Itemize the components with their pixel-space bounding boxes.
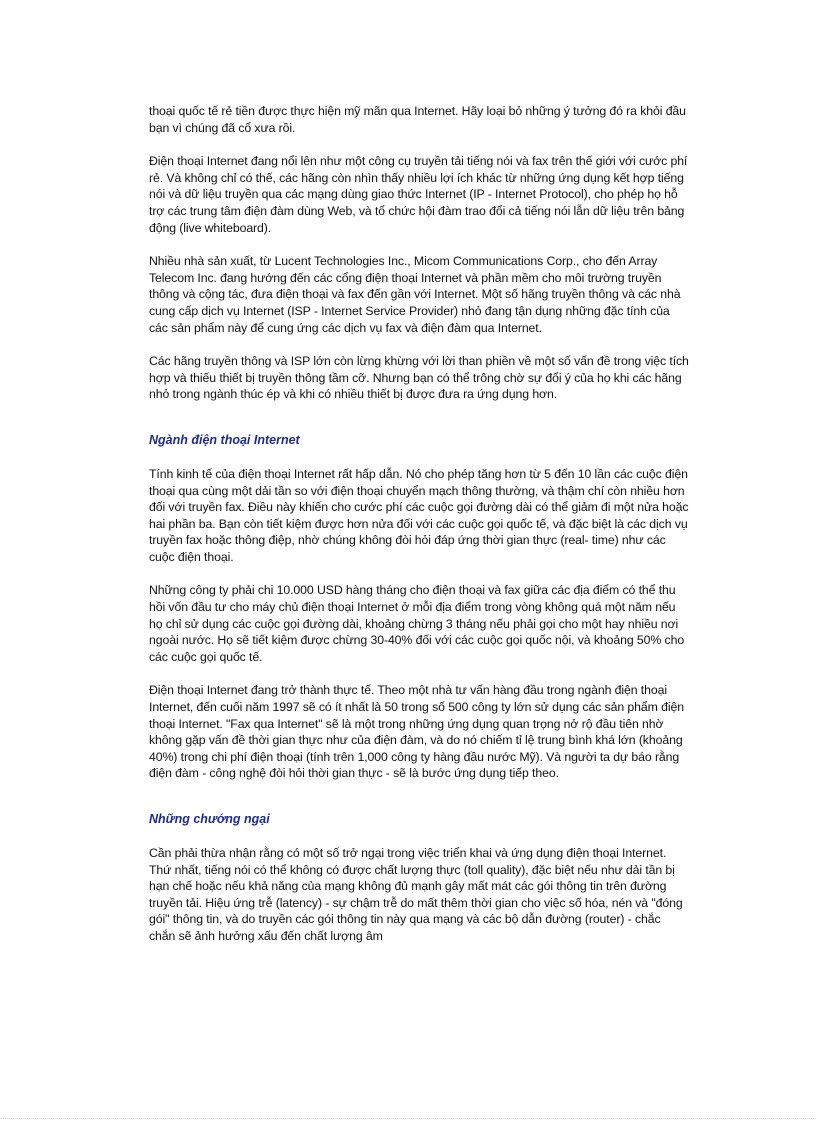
document-body <box>149 103 689 962</box>
paragraph: Tính kinh tế của điện thoại Internet rất hấp dẫn. Nó cho phép tăng hơn từ 5 đến 10 lần các cuộc điện thoại qua cùng một dải tần so với điện thoại chuyển mạch thông thường, và thậm chí còn nhiều hơn đối với truyền fax. Điều này khiến cho cước phí các cuộc gọi đường dài có thể giảm đi một nửa hoặc hai phần ba. Bạn còn tiết kiệm được hơn nửa đối với các cuộc gọi quốc tế, và đặc biệt là các dịch vụ truyền fax hoặc thông điệp, nhờ chúng không đòi hỏi đáp ứng thời gian thực (real- time) như các cuộc điện thoại. <box>149 466 689 564</box>
page-bottom-divider <box>0 1118 816 1119</box>
paragraph: Cần phải thừa nhận rằng có một số trở ngại trong việc triển khai và ứng dụng điện thoại Internet. Thứ nhất, tiếng nói có thể không có được chất lượng thực (toll quality), đặc biệt nếu như dải tần bị hạn chế hoặc nếu khả năng của mạng không đủ mạnh gây mất mát các gói thông tin trên đường truyền tải. Hiệu ứng trễ (latency) - sự chậm trễ do mất thêm thời gian cho việc số hóa, nén và "đóng gói" thông tin, và do truyền các gói thông tin này qua mạng và các bộ dẫn đường (router) - chắc chắn sẽ ảnh hưởng xấu đến chất lượng âm <box>149 846 683 943</box>
section-heading-obstacles: Những chướng ngại <box>149 812 270 826</box>
paragraph: thoại quốc tế rẻ tiền được thực hiện mỹ mãn qua Internet. Hãy loại bỏ những ý tưởng đó ra khỏi đầu bạn vì chúng đã cổ xưa rồi. <box>149 104 686 135</box>
paragraph: Điện thoại Internet đang nổi lên như một công cụ truyền tải tiếng nói và fax trên thế giới với cước phí rẻ. Và không chỉ có thế, các hãng còn nhìn thấy nhiều lợi ích khác từ những ứng dụng kết hợp tiếng nói và dữ liệu truyền qua các mạng dùng giao thức Internet (IP - Internet Protocol), cho phép họ hỗ trợ các trung tâm điện đàm dùng Web, và tổ chức hội đàm trao đổi cả tiếng nói lẫn dữ liệu trên bảng động (live whiteboard). <box>149 154 688 235</box>
paragraph: Điện thoại Internet đang trở thành thực tế. Theo một nhà tư vấn hàng đầu trong ngành điện thoại Internet, đến cuối năm 1997 sẽ có ít nhất là 50 trong số 500 công ty lớn sử dụng các sản phẩm điện thoại Internet. "Fax qua Internet" sẽ là một trong những ứng dụng quan trọng nở rộ đầu tiên nhờ không gặp vấn đề thời gian thực như của điện đàm, và do nó chiếm tỉ lệ trung bình khá lớn (khoảng 40%) trong chi phí điện thoại (tính trên 1,000 công ty hàng đầu nước Mỹ). Và người ta dự báo rằng điện đàm - công nghệ đòi hỏi thời gian thực - sẽ là bước ứng dụng tiếp theo. <box>149 683 684 781</box>
paragraph: Những công ty phải chi 10.000 USD hàng tháng cho điện thoại và fax giữa các địa điểm có thể thu hồi vốn đầu tư cho máy chủ điện thoại Internet ở mỗi địa điểm trong vòng không quá một năm nếu họ chỉ sử dụng các cuộc gọi đường dài, khoảng chừng 3 tháng nếu phải gọi cho một hay nhiều nơi ngoài nước. Họ sẽ tiết kiệm được chừng 30-40% đối với các cuộc gọi quốc nội, và khoảng 50% cho các cuộc gọi quốc tế. <box>149 583 685 664</box>
paragraph: Các hãng truyền thông và ISP lớn còn lừng khừng với lời than phiền về một số vấn đề trong việc tích hợp và thiếu thiết bị truyền thông tầm cỡ. Nhưng bạn có thể trông chờ sự đổi ý của họ khi các hãng nhỏ trong ngành thúc ép và khi có nhiều thiết bị được đưa ra ứng dụng hơn. <box>149 354 689 402</box>
section-heading-internet-telephony: Ngành điện thoại Internet <box>149 432 300 447</box>
paragraph: Nhiều nhà sản xuất, từ Lucent Technologies Inc., Micom Communications Corp., cho đến Array Telecom Inc. đang hướng đến các cổng điện thoại Internet và phần mềm cho môi trường truyền thông và cộng tác, đưa điện thoại và fax đến gần với Internet. Một số hãng truyền thông và các nhà cung cấp dịch vụ Internet (ISP - Internet Service Provider) nhỏ đang tận dụng những đặc tính của các sản phẩm này để cung ứng các dịch vụ fax và điện đàm qua Internet. <box>149 254 681 335</box>
